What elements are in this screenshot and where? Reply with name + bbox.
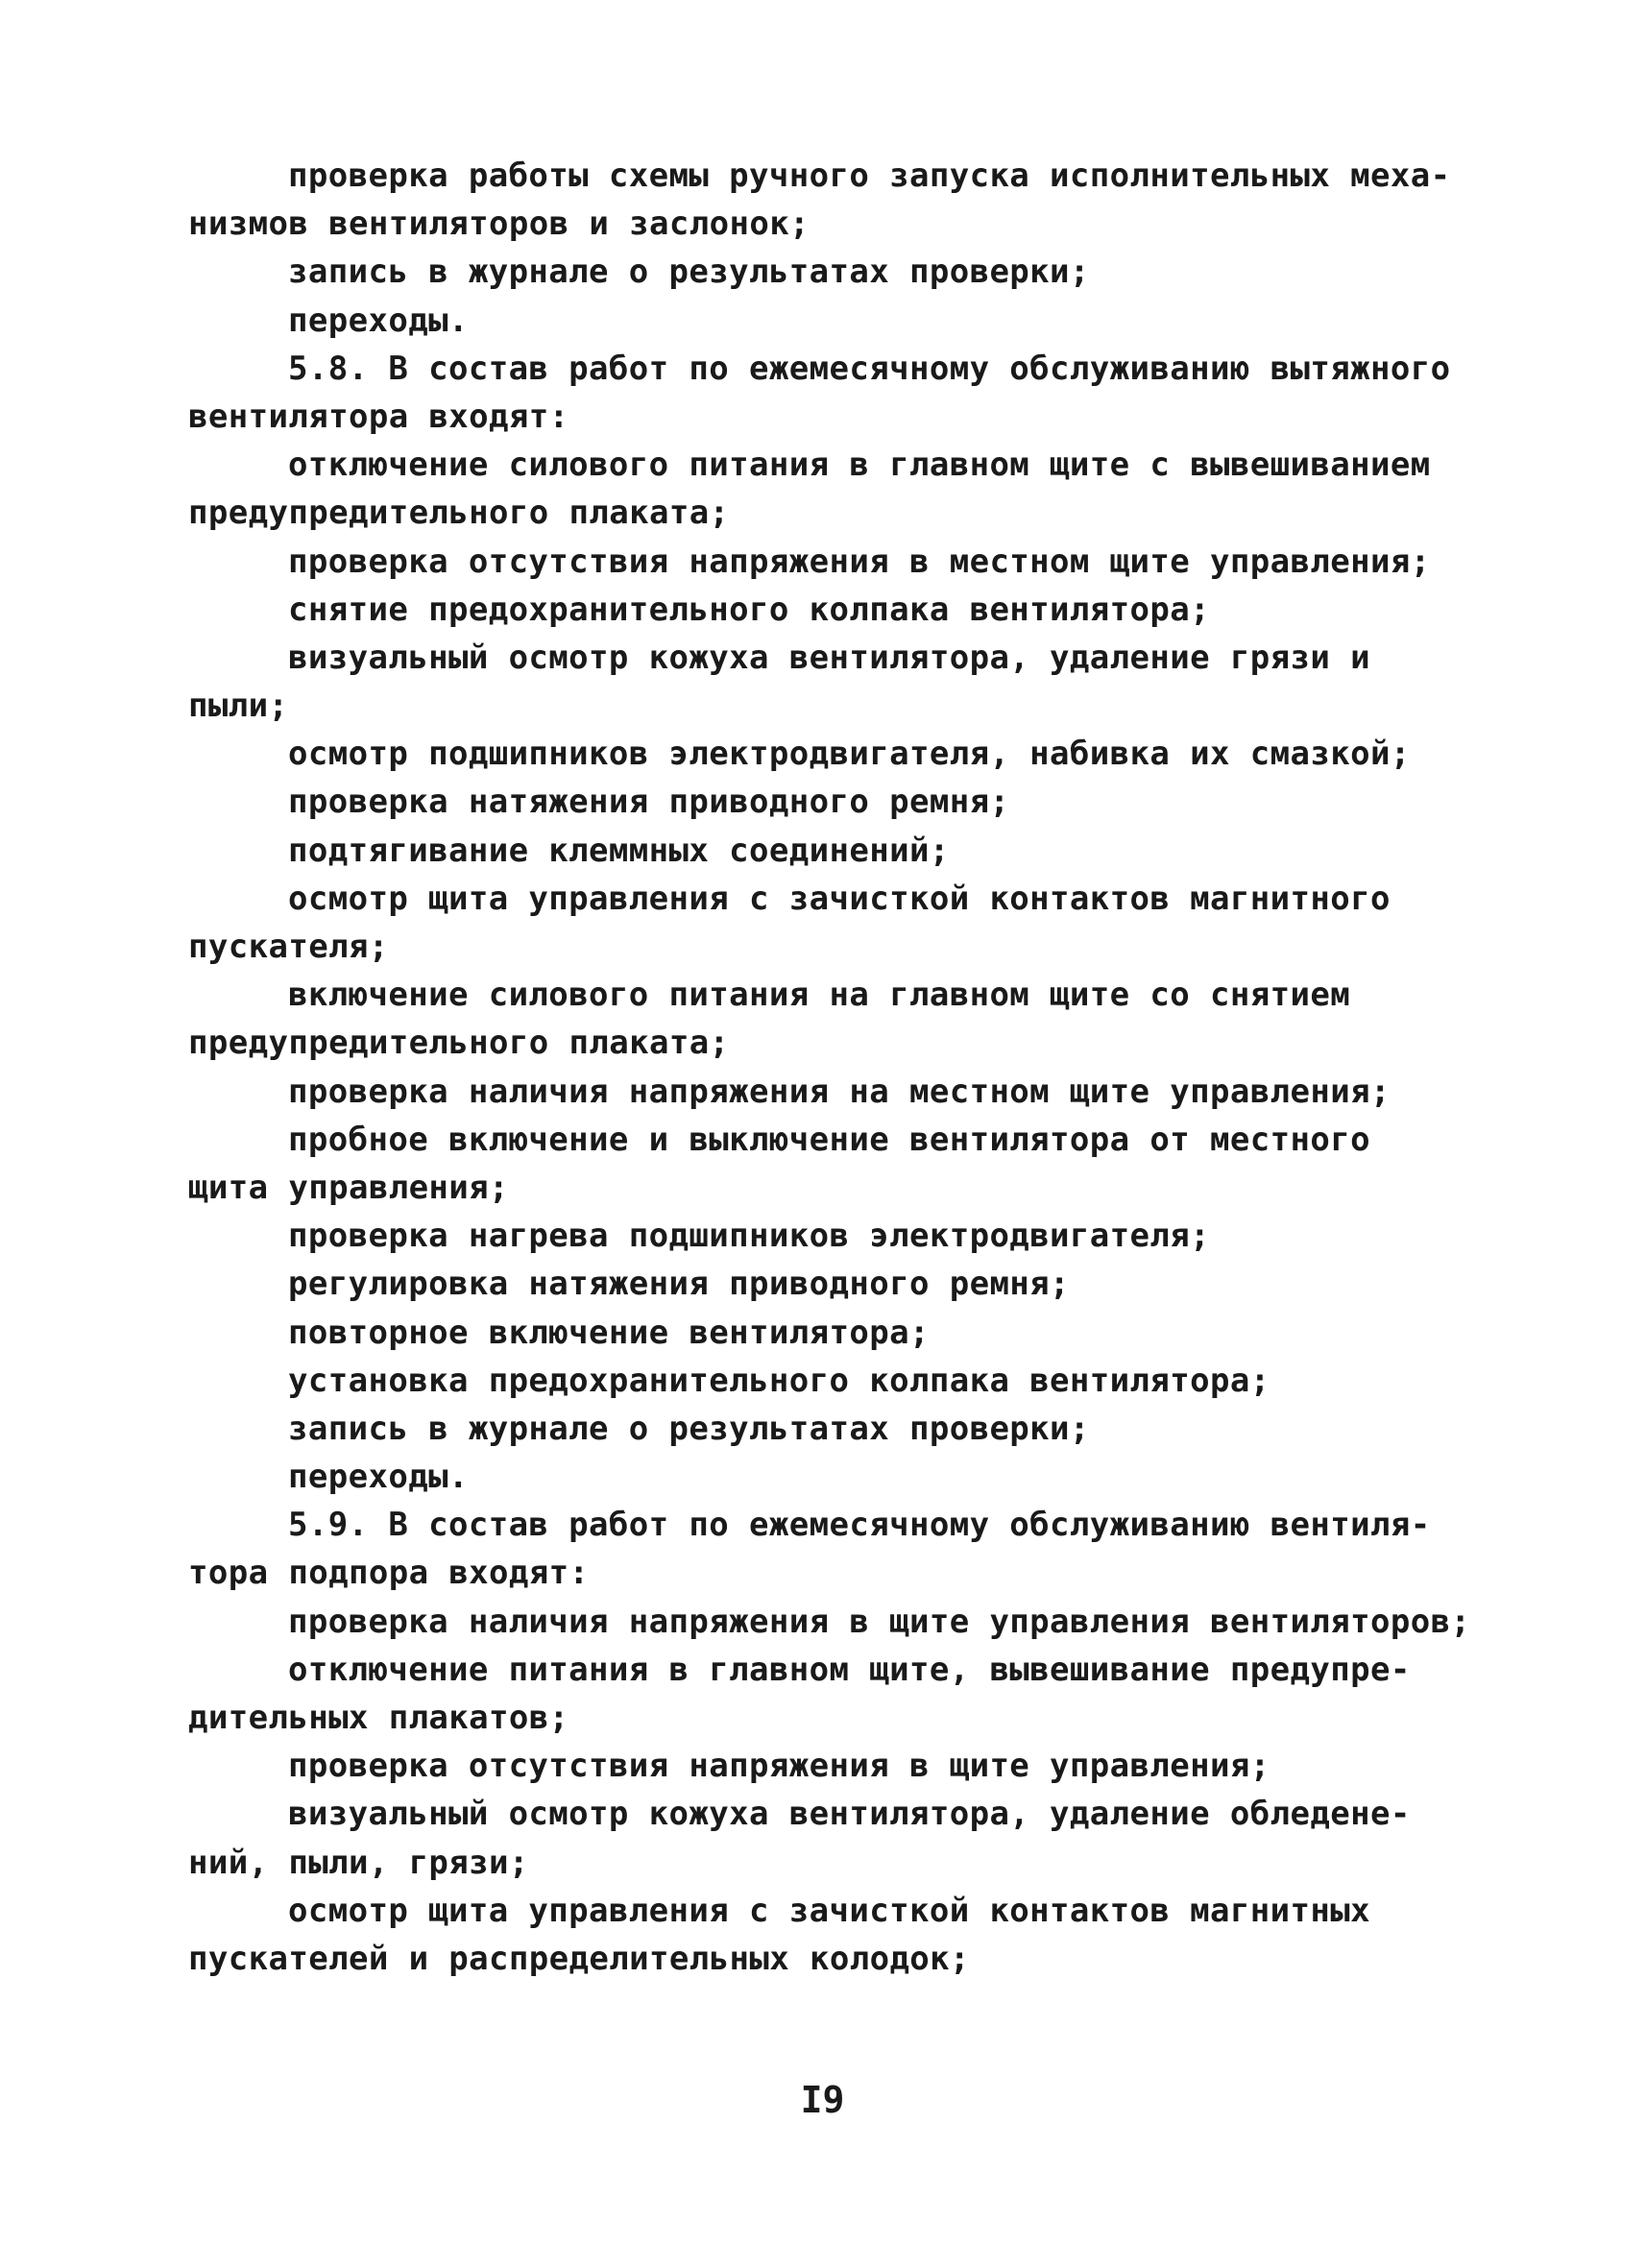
text-line: вентилятора входят: <box>188 397 569 436</box>
text-line: дительных плакатов; <box>188 1699 569 1737</box>
text-line: визуальный осмотр кожуха вентилятора, удаление грязи и <box>288 638 1370 677</box>
text-line: 5.9. В состав работ по ежемесячному обслуживанию вентиля- <box>288 1506 1431 1545</box>
text-line: пускателей и распределительных колодок; <box>188 1939 970 1978</box>
text-line: проверка натяжения приводного ремня; <box>288 783 1010 822</box>
text-line: проверка работы схемы ручного запуска исполнительных меха- <box>288 157 1451 195</box>
text-line: пускателя; <box>188 928 389 966</box>
text-line: проверка нагрева подшипников электродвигателя; <box>288 1217 1211 1256</box>
text-line: подтягивание клеммных соединений; <box>288 831 950 870</box>
text-line: снятие предохранительного колпака вентилятора; <box>288 590 1211 629</box>
text-line: визуальный осмотр кожуха вентилятора, удаление обледене- <box>288 1795 1411 1834</box>
text-line: осмотр щита управления с зачисткой контактов магнитных <box>288 1891 1370 1930</box>
text-line: повторное включение вентилятора; <box>288 1313 930 1352</box>
text-line: переходы. <box>288 301 469 340</box>
text-line: низмов вентиляторов и заслонок; <box>188 205 810 244</box>
text-line: отключение питания в главном щите, вывешивание предупре- <box>288 1650 1411 1689</box>
text-line: запись в журнале о результатах проверки; <box>288 1409 1090 1448</box>
text-line: проверка отсутствия напряжения в щите управления; <box>288 1747 1270 1786</box>
text-line: регулировка натяжения приводного ремня; <box>288 1265 1070 1304</box>
document-body <box>188 152 1475 1983</box>
text-line: тора подпора входят: <box>188 1554 590 1593</box>
text-line: пробное включение и выключение вентилятора от местного <box>288 1120 1370 1159</box>
text-line: 5.8. В состав работ по ежемесячному обслуживанию вытяжного <box>288 349 1451 388</box>
text-line: установка предохранительного колпака вентилятора; <box>288 1361 1270 1400</box>
text-line: включение силового питания на главном щите со снятием <box>288 976 1351 1015</box>
text-line: предупредительного плаката; <box>188 1024 730 1063</box>
text-line: переходы. <box>288 1458 469 1497</box>
text-line: запись в журнале о результатах проверки; <box>288 253 1090 292</box>
text-line: проверка наличия напряжения на местном щите управления; <box>288 1072 1391 1111</box>
text-line: проверка наличия напряжения в щите управления вентиляторов; <box>288 1602 1471 1641</box>
text-line: отключение силового питания в главном щите с вывешиванием <box>288 446 1431 485</box>
text-line: щита управления; <box>188 1168 509 1207</box>
text-line: пыли; <box>188 687 289 726</box>
page-number: I9 <box>800 2079 845 2121</box>
text-line: предупредительного плаката; <box>188 494 730 533</box>
text-line: ний, пыли, грязи; <box>188 1843 529 1882</box>
text-line: осмотр щита управления с зачисткой контактов магнитного <box>288 879 1391 918</box>
text-line: осмотр подшипников электродвигателя, набивка их смазкой; <box>288 735 1411 774</box>
text-line: проверка отсутствия напряжения в местном щите управления; <box>288 542 1431 581</box>
